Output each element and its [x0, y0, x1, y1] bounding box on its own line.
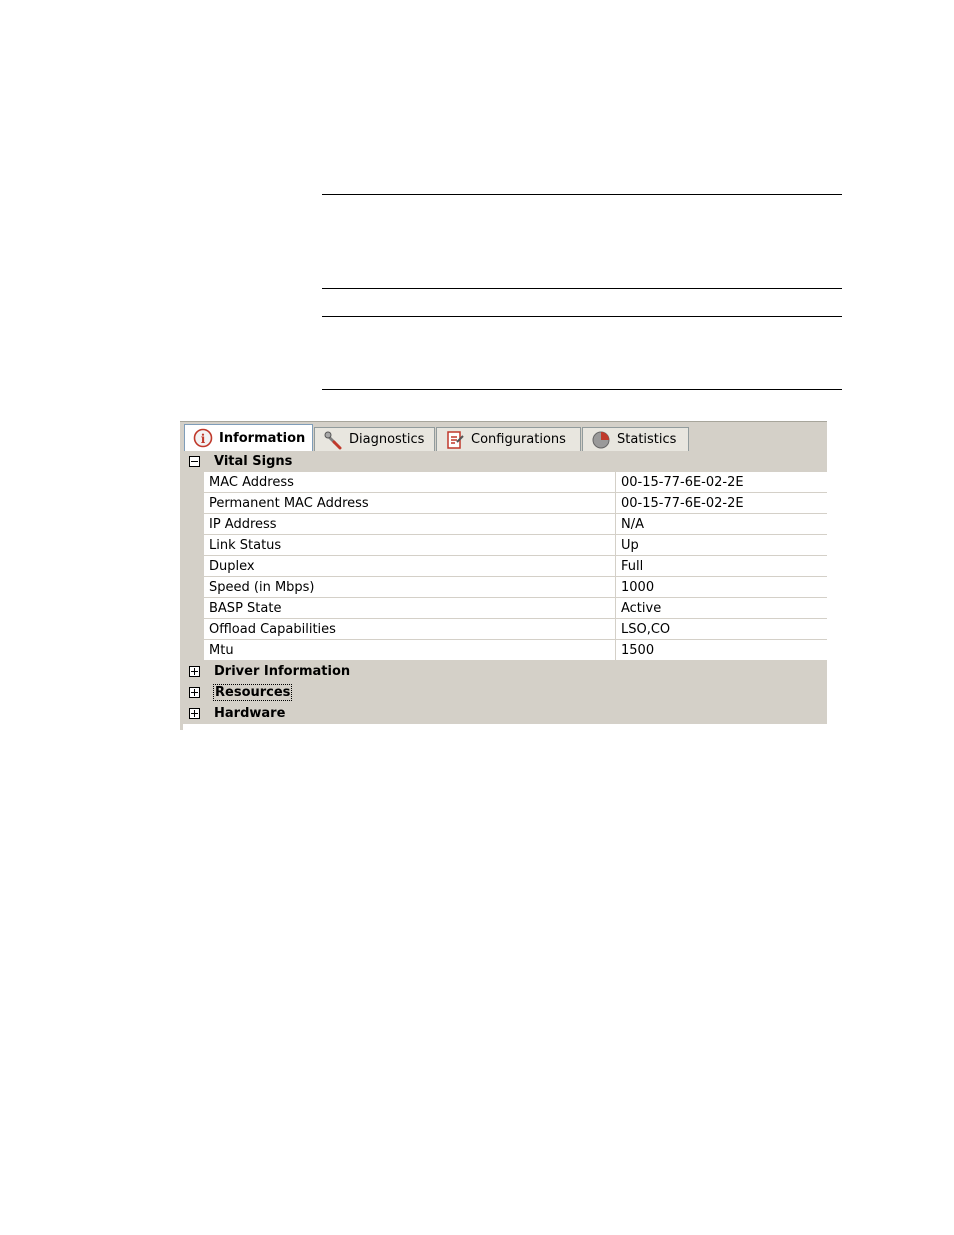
category-label: Driver Information: [214, 664, 351, 679]
property-row[interactable]: [183, 640, 827, 661]
property-name: MAC Address: [204, 472, 616, 493]
property-value: Up: [616, 535, 827, 556]
row-gutter: [183, 619, 204, 640]
document-rule: [322, 316, 842, 317]
row-gutter: [183, 640, 204, 661]
tab-diagnostics[interactable]: [314, 427, 435, 451]
property-row[interactable]: [183, 472, 827, 493]
document-rule: [322, 288, 842, 289]
property-name: Offload Capabilities: [204, 619, 616, 640]
document-rule: [322, 389, 842, 390]
row-gutter: [183, 493, 204, 514]
property-value: 1500: [616, 640, 827, 661]
row-gutter: [183, 535, 204, 556]
property-value: 1000: [616, 577, 827, 598]
property-value: 00-15-77-6E-02-2E: [616, 493, 827, 514]
statistics-icon: [591, 430, 611, 450]
tab-statistics[interactable]: [582, 427, 689, 451]
property-name: Mtu: [204, 640, 616, 661]
wrench-icon: [323, 430, 343, 450]
svg-text:i: i: [200, 432, 206, 446]
property-name: Permanent MAC Address: [204, 493, 616, 514]
collapse-icon[interactable]: [189, 456, 200, 467]
row-gutter: [183, 514, 204, 535]
category-hardware[interactable]: [183, 703, 827, 724]
property-value: Full: [616, 556, 827, 577]
property-value: N/A: [616, 514, 827, 535]
property-row[interactable]: [183, 556, 827, 577]
tab-bar: [180, 421, 827, 451]
property-value: 00-15-77-6E-02-2E: [616, 472, 827, 493]
category-vital-signs[interactable]: [183, 451, 827, 472]
expand-icon[interactable]: [189, 687, 200, 698]
category-resources[interactable]: [183, 682, 827, 703]
property-name: Speed (in Mbps): [204, 577, 616, 598]
property-row[interactable]: [183, 493, 827, 514]
property-row[interactable]: [183, 514, 827, 535]
property-value: Active: [616, 598, 827, 619]
property-value: LSO,CO: [616, 619, 827, 640]
category-label: Resources: [215, 685, 291, 700]
category-label: Vital Signs: [214, 454, 293, 469]
expand-icon[interactable]: [189, 708, 200, 719]
expand-icon[interactable]: [189, 666, 200, 677]
row-gutter: [183, 472, 204, 493]
tab-diagnostics-label: Diagnostics: [349, 432, 425, 447]
tab-information-label: Information: [219, 430, 306, 446]
property-row[interactable]: [183, 598, 827, 619]
row-gutter: [183, 577, 204, 598]
row-gutter: [183, 556, 204, 577]
document-rule: [322, 194, 842, 195]
tab-configurations-label: Configurations: [471, 432, 566, 447]
category-label: Hardware: [214, 706, 286, 721]
property-name: IP Address: [204, 514, 616, 535]
property-row[interactable]: [183, 577, 827, 598]
property-row[interactable]: [183, 619, 827, 640]
property-grid: [180, 451, 827, 730]
tab-statistics-label: Statistics: [617, 432, 677, 447]
property-name: Duplex: [204, 556, 616, 577]
property-name: Link Status: [204, 535, 616, 556]
row-gutter: [183, 598, 204, 619]
info-icon: [193, 428, 213, 448]
tab-configurations[interactable]: [436, 427, 581, 451]
tab-information[interactable]: [184, 424, 313, 451]
property-row[interactable]: [183, 535, 827, 556]
adapter-properties-panel: [180, 421, 827, 730]
property-name: BASP State: [204, 598, 616, 619]
configurations-icon: [445, 430, 465, 450]
category-driver-information[interactable]: [183, 661, 827, 682]
